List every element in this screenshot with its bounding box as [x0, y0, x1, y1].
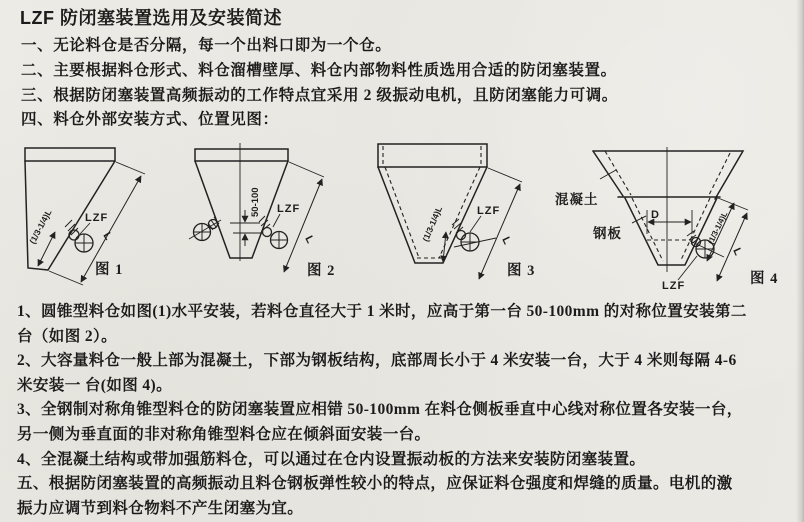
hopper-outline [25, 148, 115, 270]
note-3-line-2: 另一侧为垂直面的非对称角锥型料仓应在倾斜面安装一台。 [17, 425, 431, 443]
intro-item-3: 三、根据防闭塞装置高频振动的工作特点宜采用 2 级振动电机，且防闭塞能力可调。 [21, 86, 618, 104]
fig1-caption: 图 1 [95, 262, 124, 278]
note-5-line-2: 振力应调节到料仓物料不产生闭塞为宜。 [17, 499, 304, 517]
intro-list [21, 34, 618, 133]
fig1-device-label: LZF [85, 212, 109, 224]
vibrator-motor-right-icon [259, 214, 288, 249]
vibrator-motor-left-icon [189, 217, 221, 241]
fig4-caption: 图 4 [750, 271, 779, 287]
note-4-line-1: 4、全混凝土结构或带加强筋料仓，可以通过在仓内设置振动板的方法来安装防闭塞装置。 [17, 450, 646, 468]
note-2-line-2: 米安装一 台(如图 4)。 [17, 376, 173, 394]
fig3-ratio-label: (1/3-1/4)L [420, 204, 445, 243]
scan-edge [796, 0, 804, 522]
fig4-ratio-label: (1/3-1/4)L [706, 210, 730, 246]
figure-1-hopper-diagram [10, 135, 180, 295]
intro-item-4: 四、料仓外部安装方式、位置见图： [21, 111, 279, 129]
note-1-line-2: 台（如图 2）。 [17, 327, 118, 345]
fig1-ratio-label: (1/3-1/4)L [27, 207, 54, 246]
fig3-caption: 图 3 [507, 263, 536, 279]
vibrator-motor-icon [65, 220, 93, 252]
intro-item-1: 一、无论料仓是否分隔，每一个出料口即为一个仓。 [21, 37, 392, 54]
figure-3-hopper-diagram [362, 136, 542, 291]
figure-4-hopper-diagram [548, 138, 800, 295]
hopper-outline [378, 144, 487, 263]
intro-item-2: 二、主要根据料仓形式、料仓溜槽壁厚、料仓内部物料性质选用合适的防闭塞装置。 [21, 61, 617, 79]
fig2-offset-label: 50-100 [250, 187, 261, 217]
vibrator-motor-icon [452, 216, 496, 251]
fig2-length-label: L [302, 233, 317, 246]
notes-list [17, 300, 797, 521]
note-5-line-1: 五、根据防闭塞装置的高频振动且料仓钢板弹性较小的特点，应保证料仓强度和焊缝的质量。电机的激 [17, 475, 733, 493]
fig1-length-label: L [100, 230, 115, 243]
page-title: LZF 防闭塞装置选用及安装简述 [20, 8, 282, 28]
concrete-hopper-outline [593, 151, 743, 199]
note-1-line-1: 1、圆锥型料仓如图(1)水平安装，若料仓直径大于 1 米时，应高于第一台 50-100mm 的对称位置安装第二 [17, 303, 747, 320]
note-3-line-1: 3、全钢制对称角锥型料仓的防闭塞装置应相错 50-100mm 在料仓侧板垂直中心线对称位置各安装一台， [17, 401, 743, 419]
hopper-outline [195, 149, 288, 258]
fig2-device-label: LZF [277, 203, 301, 215]
fig3-length-label: L [499, 235, 514, 247]
steel-hopper-outline [625, 198, 717, 265]
fig4-device-label: LZF [662, 280, 686, 292]
figures-row [0, 133, 804, 297]
dimension-lines [284, 162, 324, 272]
fig4-concrete-label: 混凝土 [555, 192, 599, 207]
fig4-diameter-label: D [651, 209, 659, 221]
fig3-device-label: LZF [477, 205, 501, 217]
fig2-caption: 图 2 [307, 263, 336, 279]
note-2-line-1: 2、大容量料仓一般上部为混凝土，下部为钢板结构，底部周长小于 4 米安装一台，大于 4 米则每隔 4-6 [17, 352, 737, 370]
figure-2-hopper-diagram [183, 136, 343, 291]
inner-wall-dashed [383, 146, 481, 258]
fig4-length-label: L [730, 246, 745, 258]
fig4-steel-label: 钢板 [593, 226, 622, 241]
